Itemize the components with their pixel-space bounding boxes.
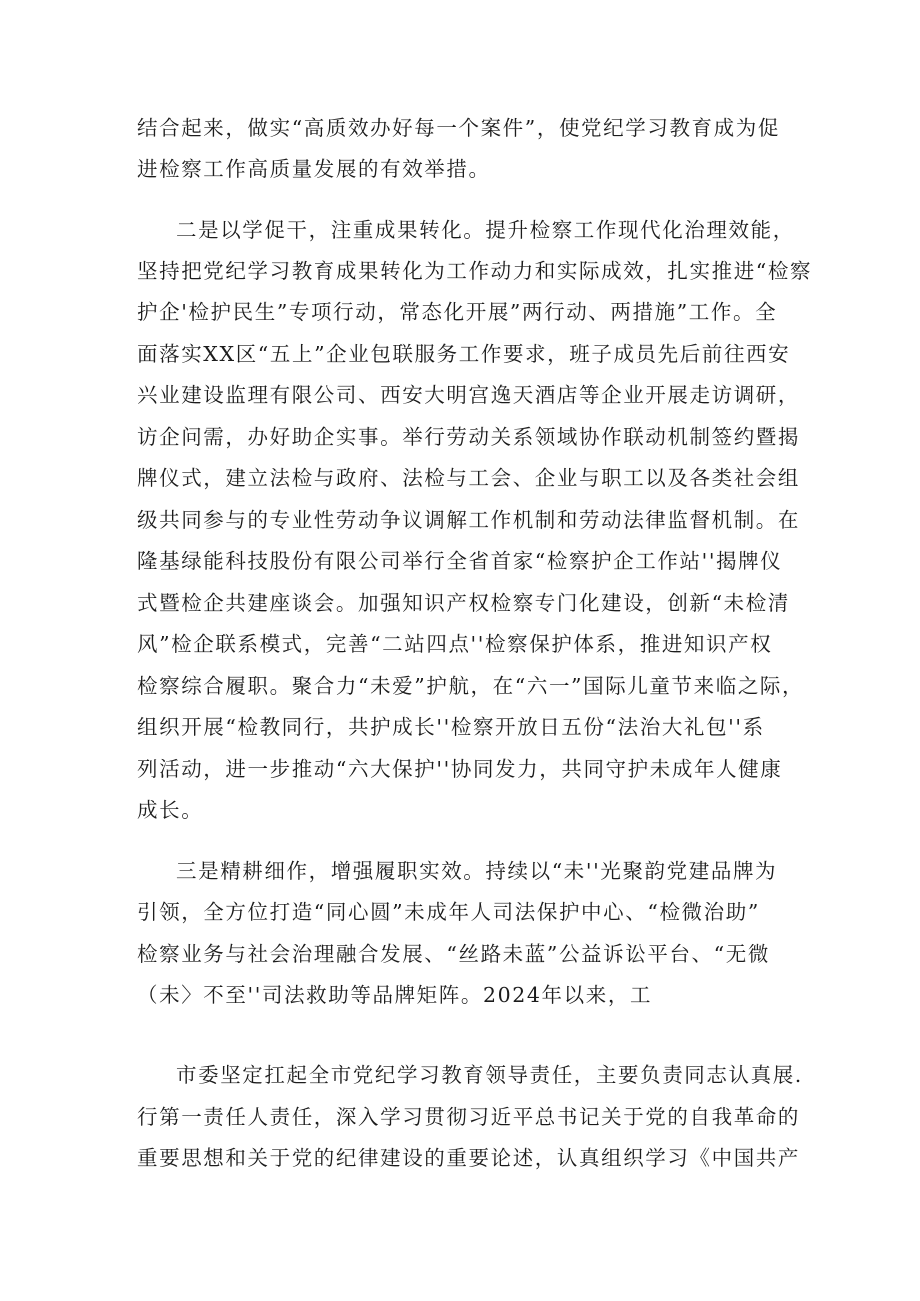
paragraph-2-line-8: 级共同参与的专业性劳动争议调解工作机制和劳动法律监督机制。在 xyxy=(137,508,800,532)
paragraph-2-line-5: 兴业建设监理有限公司、西安大明宫逸天酒店等企业开展走访调研， xyxy=(137,383,800,407)
paragraph-3-line-2: 引领，全方位打造“同心圆”未成年人司法保护中心、“检微治助” xyxy=(137,900,760,924)
paragraph-1-line-1: 结合起来，做实“高质效办好每一个案件”，使党纪学习教育成为促 xyxy=(137,116,780,140)
paragraph-2-line-13: 组织开展“检教同行，共护成长''检察开放日五份“法治大礼包''系 xyxy=(137,715,765,739)
paragraph-4-line-3: 重要思想和关于党的纪律建设的重要论述，认真组织学习《中国共产 xyxy=(137,1146,800,1170)
paragraph-2-line-4: 面落实XX区“五上”企业包联服务工作要求，班子成员先后前往西安 xyxy=(137,342,791,366)
paragraph-2-line-7: 牌仪式，建立法检与政府、法检与工会、企业与职工以及各类社会组 xyxy=(137,466,800,490)
paragraph-3-line-3: 检察业务与社会治理融合发展、“丝路未蓝”公益诉讼平台、“无微 xyxy=(137,942,770,966)
paragraph-1-line-2: 进检察工作高质量发展的有效举措。 xyxy=(137,157,491,181)
paragraph-2-line-9: 隆基绿能科技股份有限公司举行全省首家“检察护企工作站''揭牌仪 xyxy=(137,549,783,573)
paragraph-2-line-3: 护企'检护民生”专项行动，常态化开展”两行动、两措施”工作。全 xyxy=(137,300,778,324)
paragraph-2-line-1: 二是以学促干，注重成果转化。提升检察工作现代化治理效能， xyxy=(176,218,795,242)
paragraph-2-line-11: 风”检企联系模式，完善“二站四点''检察保护体系，推进知识产权 xyxy=(137,632,773,656)
paragraph-2-line-6: 访企问需，办好助企实事。举行劳动关系领域协作联动机制签约暨揭 xyxy=(137,425,800,449)
paragraph-2-line-2: 坚持把党纪学习教育成果转化为工作动力和实际成效，扎实推进“检察 xyxy=(137,259,813,283)
paragraph-2-line-12: 检察综合履职。聚合力“未爱”护航，在“六一”国际儿童节来临之际， xyxy=(137,674,805,698)
paragraph-4-line-1: 市委坚定扛起全市党纪学习教育领导责任，主要负责同志认真展. xyxy=(176,1063,803,1087)
paragraph-2-line-10: 式暨检企共建座谈会。加强知识产权检察专门化建设，创新“未检清 xyxy=(137,591,790,615)
paragraph-3-line-1: 三是精耕细作，增强履职实效。持续以“未''光聚韵党建品牌为 xyxy=(176,859,778,883)
paragraph-2-line-15: 成长。 xyxy=(137,798,204,822)
paragraph-2-line-14: 列活动，进一步推动“六大保护''协同发力，共同守护未成年人健康 xyxy=(137,757,783,781)
paragraph-3-line-4: （未〉不至''司法救助等品牌矩阵。2024年以来，工 xyxy=(137,983,653,1007)
paragraph-4-line-2: 行第一责任人责任，深入学习贯彻习近平总书记关于党的自我革命的 xyxy=(137,1105,800,1129)
